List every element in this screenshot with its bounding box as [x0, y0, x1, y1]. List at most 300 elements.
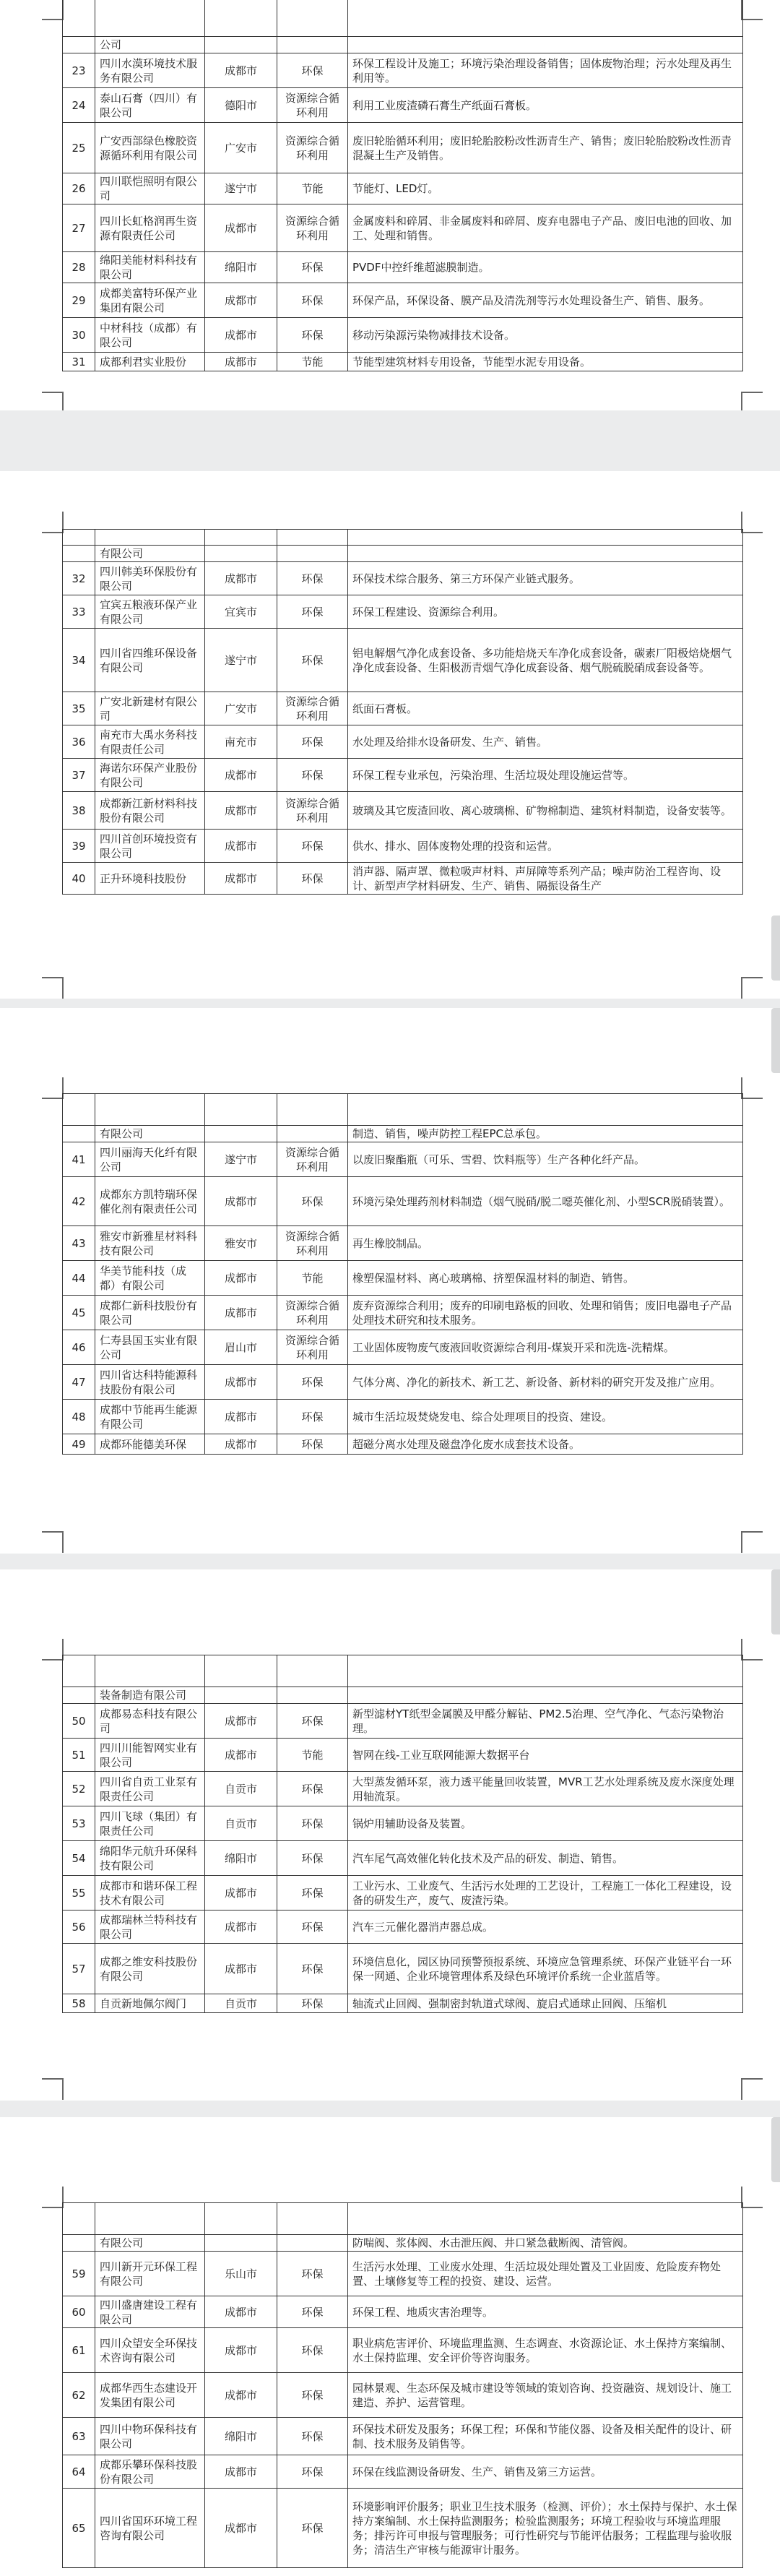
cell-business: 环保在线监测设备研发、生产、销售及第三方运营。 — [348, 2455, 743, 2489]
table-row — [63, 1142, 743, 1177]
cell-city: 成都市 — [205, 830, 277, 863]
cell-no — [63, 37, 95, 53]
cell-name: 成都之维安科技股份有限公司 — [95, 1944, 205, 1994]
cell-type: 节能 — [277, 173, 348, 204]
cell-name: 成都瑞林兰特科技有限公司 — [95, 1911, 205, 1944]
cell-carry — [63, 1094, 95, 1126]
cell-type — [277, 1126, 348, 1142]
cell-no: 63 — [63, 2418, 95, 2455]
cell-city: 成都市 — [205, 1177, 277, 1226]
cell-city — [205, 546, 277, 562]
cell-city — [205, 37, 277, 53]
cell-city: 绵阳市 — [205, 1841, 277, 1876]
table-row — [63, 759, 743, 792]
cell-city: 成都市 — [205, 353, 277, 371]
cell-type — [277, 546, 348, 562]
cell-business: 废旧轮胎循环利用；废旧轮胎胶粉改性沥青生产、销售；废旧轮胎胶粉改性沥青混凝土生产及销售。 — [348, 123, 743, 173]
cell-type: 环保 — [277, 2489, 348, 2568]
cell-business: 废弃资源综合利用；废弃的印刷电路板的回收、处理和销售；废旧电器电子产品处理技术研究和技术服务。 — [348, 1296, 743, 1330]
cell-city: 成都市 — [205, 1876, 277, 1911]
cell-name: 四川联恺照明有限公司 — [95, 173, 205, 204]
cell-city: 成都市 — [205, 1365, 277, 1400]
cell-city: 乐山市 — [205, 2252, 277, 2296]
cell-no: 24 — [63, 88, 95, 123]
table-row — [63, 318, 743, 353]
table-row — [63, 1841, 743, 1876]
cell-type: 环保 — [277, 53, 348, 88]
cell-type: 环保 — [277, 2418, 348, 2455]
cell-city: 成都市 — [205, 1739, 277, 1772]
cell-no: 36 — [63, 725, 95, 759]
cell-name: 四川川能智网实业有限公司 — [95, 1739, 205, 1772]
cell-business — [348, 546, 743, 562]
cell-city: 绵阳市 — [205, 252, 277, 283]
document-page-5 — [0, 2117, 780, 2576]
cell-type: 资源综合循环利用 — [277, 1330, 348, 1365]
cell-business: 移动污染源污染物减排技术设备。 — [348, 318, 743, 353]
cell-type — [277, 37, 348, 53]
crop-mark — [42, 512, 64, 533]
cell-carry — [95, 1655, 205, 1687]
cell-type: 资源综合循环利用 — [277, 1142, 348, 1177]
cell-no: 38 — [63, 792, 95, 830]
cell-name: 泰山石膏（四川）有限公司 — [95, 88, 205, 123]
table-row — [63, 204, 743, 252]
crop-mark — [741, 977, 763, 999]
cell-no: 39 — [63, 830, 95, 863]
cell-name: 成都美富特环保产业集团有限公司 — [95, 283, 205, 318]
crop-mark — [42, 2078, 64, 2100]
table-row — [63, 1739, 743, 1772]
cell-business: 环保产品，环保设备、膜产品及清洗剂等污水处理设备生产、销售、服务。 — [348, 283, 743, 318]
cell-name: 四川中物环保科技有限公司 — [95, 2418, 205, 2455]
cell-city — [205, 2235, 277, 2252]
cell-type: 环保 — [277, 863, 348, 895]
cell-no: 42 — [63, 1177, 95, 1226]
cell-business: 环保工程、地质灾害治理等。 — [348, 2296, 743, 2328]
table-row-carry — [63, 1094, 743, 1126]
cell-city: 广安市 — [205, 692, 277, 725]
crop-mark — [42, 0, 64, 20]
table-row — [63, 88, 743, 123]
cell-no: 50 — [63, 1704, 95, 1739]
cell-carry — [63, 1655, 95, 1687]
cell-city: 成都市 — [205, 2328, 277, 2373]
page-scroll-marker — [771, 1569, 780, 1634]
cell-city: 成都市 — [205, 204, 277, 252]
cell-name: 装备制造有限公司 — [95, 1687, 205, 1704]
cell-no: 23 — [63, 53, 95, 88]
cell-name: 有限公司 — [95, 1126, 205, 1142]
cell-no: 61 — [63, 2328, 95, 2373]
cell-type: 环保 — [277, 629, 348, 692]
cell-no: 51 — [63, 1739, 95, 1772]
cell-business: 工业污水、工业废气、生活污水处理的工艺设计，工程施工一体化工程建设，设备的研发生产，废气、废渣污染。 — [348, 1876, 743, 1911]
cell-business: 水处理及给排水设备研发、生产、销售。 — [348, 725, 743, 759]
cell-business: 环保工程专业承包，污染治理、生活垃圾处理设施运营等。 — [348, 759, 743, 792]
cell-business: 生活污水处理、工业废水处理、生活垃圾处理处置及工业固废、危险废弃物处置、土壤修复等工程的投资、建设、运营。 — [348, 2252, 743, 2296]
cell-no: 47 — [63, 1365, 95, 1400]
cell-type: 环保 — [277, 1704, 348, 1739]
cell-business: 环保技术综合服务、第三方环保产业链式服务。 — [348, 562, 743, 595]
cell-carry — [95, 0, 205, 37]
document-page-3 — [0, 1008, 780, 1554]
crop-mark — [741, 2187, 763, 2208]
table-row — [63, 1296, 743, 1330]
crop-mark — [42, 392, 64, 410]
crop-mark — [741, 1639, 763, 1660]
cell-business: 铝电解烟气净化成套设备、多功能焙烧天车净化成套设备，碳素厂阳极焙烧烟气净化成套设备、生阳极沥青烟气净化成套设备、烟气脱硫脱硝成套设备等。 — [348, 629, 743, 692]
crop-mark — [741, 1077, 763, 1099]
cell-name: 四川省四维环保设备有限公司 — [95, 629, 205, 692]
cell-name: 有限公司 — [95, 546, 205, 562]
cell-business: 利用工业废渣磷石膏生产纸面石膏板。 — [348, 88, 743, 123]
cell-name: 四川省达科特能源科技股份有限公司 — [95, 1365, 205, 1400]
cell-name: 自贡新地佩尔阀门 — [95, 1994, 205, 2013]
cell-name: 广安西部绿色橡胶资源循环利用有限公司 — [95, 123, 205, 173]
table-row — [63, 1261, 743, 1296]
cell-name: 公司 — [95, 37, 205, 53]
cell-no: 59 — [63, 2252, 95, 2296]
cell-name: 成都华西生态建设开发集团有限公司 — [95, 2373, 205, 2418]
cell-business: 轴流式止回阀、强制密封轨道式球阀、旋启式通球止回阀、压缩机 — [348, 1994, 743, 2013]
cell-business: 环境污染处理药剂材料制造（烟气脱硝/脱二噁英催化剂、小型SCR脱硝装置）。 — [348, 1177, 743, 1226]
table-row — [63, 1772, 743, 1806]
table-row — [63, 595, 743, 629]
cell-type: 环保 — [277, 1772, 348, 1806]
cell-no: 52 — [63, 1772, 95, 1806]
crop-mark — [42, 1077, 64, 1099]
cell-city: 自贡市 — [205, 1772, 277, 1806]
table-row — [63, 2328, 743, 2373]
cell-city: 南充市 — [205, 725, 277, 759]
cell-business: 再生橡胶制品。 — [348, 1226, 743, 1261]
table-row — [63, 1876, 743, 1911]
table-row — [63, 353, 743, 371]
cell-city: 广安市 — [205, 123, 277, 173]
cell-type: 环保 — [277, 595, 348, 629]
cell-city: 遂宁市 — [205, 629, 277, 692]
cell-city: 成都市 — [205, 1911, 277, 1944]
cell-business: 环境影响评价服务；职业卫生技术服务（检测、评价）；水土保持与保护、水土保持方案编制、水土保持监测服务；检验监测服务；环境工程验收与环境监理服务；排污许可申报与管理服务；可行性研究与节能评估服务；工程监理与验收服务；清洁生产审核与能源审计服务。 — [348, 2489, 743, 2568]
cell-no: 54 — [63, 1841, 95, 1876]
cell-city: 成都市 — [205, 863, 277, 895]
cell-business: 环保工程建设、资源综合利用。 — [348, 595, 743, 629]
table-row — [63, 2455, 743, 2489]
cell-business: 环保工程设计及施工；环境污染治理设备销售；固体废物治理；污水处理及再生利用等。 — [348, 53, 743, 88]
cell-no: 48 — [63, 1400, 95, 1434]
cell-type: 环保 — [277, 2296, 348, 2328]
cell-business: 以废旧聚酯瓶（可乐、雪碧、饮料瓶等）生产各种化纤产品。 — [348, 1142, 743, 1177]
table-row — [63, 1400, 743, 1434]
table-row — [63, 283, 743, 318]
cell-city — [205, 1126, 277, 1142]
table-row — [63, 830, 743, 863]
cell-no: 35 — [63, 692, 95, 725]
cell-carry — [277, 0, 348, 37]
cell-city: 遂宁市 — [205, 1142, 277, 1177]
cell-city: 成都市 — [205, 2373, 277, 2418]
cell-no: 56 — [63, 1911, 95, 1944]
enterprise-table — [62, 529, 743, 895]
cell-business: 消声器、隔声罩、微粒吸声材料、声屏障等系列产品；噪声防治工程咨询、设计、新型声学材料研发、生产、销售、隔振设备生产 — [348, 863, 743, 895]
cell-carry — [348, 1094, 743, 1126]
cell-carry — [348, 2203, 743, 2235]
table-row — [63, 562, 743, 595]
cell-name: 四川首创环境投资有限公司 — [95, 830, 205, 863]
cell-type: 环保 — [277, 562, 348, 595]
cell-name: 成都东方凯特瑞环保催化剂有限责任公司 — [95, 1177, 205, 1226]
table-row-continued — [63, 546, 743, 562]
table-row — [63, 53, 743, 88]
cell-type: 资源综合循环利用 — [277, 123, 348, 173]
cell-city: 遂宁市 — [205, 173, 277, 204]
table-row-continued — [63, 37, 743, 53]
cell-type: 环保 — [277, 283, 348, 318]
cell-name: 成都中节能再生能源有限公司 — [95, 1400, 205, 1434]
cell-business: 金属废料和碎屑、非金属废料和碎屑、废弃电器电子产品、废旧电池的回收、加工、处理和销售。 — [348, 204, 743, 252]
cell-city: 雅安市 — [205, 1226, 277, 1261]
cell-business: 节能型建筑材料专用设备，节能型水泥专用设备。 — [348, 353, 743, 371]
cell-no: 45 — [63, 1296, 95, 1330]
table-row-continued — [63, 2235, 743, 2252]
table-row — [63, 252, 743, 283]
cell-name: 华美节能科技（成都）有限公司 — [95, 1261, 205, 1296]
cell-type: 节能 — [277, 353, 348, 371]
page-scroll-marker — [771, 916, 780, 981]
cell-no — [63, 2235, 95, 2252]
table-row-continued — [63, 1126, 743, 1142]
cell-no: 58 — [63, 1994, 95, 2013]
cell-no: 25 — [63, 123, 95, 173]
cell-name: 绵阳美能材料科技有限公司 — [95, 252, 205, 283]
cell-no: 43 — [63, 1226, 95, 1261]
cell-no: 29 — [63, 283, 95, 318]
cell-carry — [205, 2203, 277, 2235]
cell-type: 资源综合循环利用 — [277, 88, 348, 123]
cell-business: 锅炉用辅助设备及装置。 — [348, 1806, 743, 1841]
document-page-2 — [0, 471, 780, 999]
cell-no: 64 — [63, 2455, 95, 2489]
cell-name: 成都易态科技有限公司 — [95, 1704, 205, 1739]
cell-carry — [348, 0, 743, 37]
crop-mark — [741, 392, 763, 410]
cell-type: 环保 — [277, 318, 348, 353]
cell-city: 宜宾市 — [205, 595, 277, 629]
cell-business: 超磁分离水处理及磁盘净化废水成套技术设备。 — [348, 1434, 743, 1455]
cell-city: 眉山市 — [205, 1330, 277, 1365]
cell-name: 成都仁新科技股份有限公司 — [95, 1296, 205, 1330]
cell-name: 海诺尔环保产业股份有限公司 — [95, 759, 205, 792]
cell-type: 环保 — [277, 725, 348, 759]
cell-type: 环保 — [277, 252, 348, 283]
cell-business: 供水、排水、固体废物处理的投资和运营。 — [348, 830, 743, 863]
cell-type — [277, 1687, 348, 1704]
cell-no: 60 — [63, 2296, 95, 2328]
cell-name: 四川飞球（集团）有限责任公司 — [95, 1806, 205, 1841]
cell-business: 智网在线-工业互联网能源大数据平台 — [348, 1739, 743, 1772]
cell-city: 绵阳市 — [205, 2418, 277, 2455]
cell-name: 成都利君实业股份 — [95, 353, 205, 371]
cell-no — [63, 1687, 95, 1704]
cell-no: 62 — [63, 2373, 95, 2418]
cell-type: 环保 — [277, 1806, 348, 1841]
table-row — [63, 1806, 743, 1841]
table-row — [63, 2373, 743, 2418]
page-scroll-marker — [771, 2117, 780, 2182]
cell-no — [63, 1126, 95, 1142]
cell-name: 有限公司 — [95, 2235, 205, 2252]
cell-no: 34 — [63, 629, 95, 692]
cell-type: 环保 — [277, 1841, 348, 1876]
cell-carry — [277, 1655, 348, 1687]
cell-type: 环保 — [277, 759, 348, 792]
crop-mark — [741, 0, 763, 20]
cell-city: 成都市 — [205, 1434, 277, 1455]
document-page-4 — [0, 1569, 780, 2101]
cell-carry — [205, 1655, 277, 1687]
cell-type: 资源综合循环利用 — [277, 1296, 348, 1330]
crop-mark — [42, 2187, 64, 2208]
table-row-carry — [63, 0, 743, 37]
table-row — [63, 692, 743, 725]
cell-city: 成都市 — [205, 1400, 277, 1434]
cell-type: 环保 — [277, 1876, 348, 1911]
cell-name: 成都新江新材料科技股份有限公司 — [95, 792, 205, 830]
cell-city: 成都市 — [205, 283, 277, 318]
cell-city: 自贡市 — [205, 1994, 277, 2013]
cell-name: 四川省国环环境工程咨询有限公司 — [95, 2489, 205, 2568]
cell-no: 26 — [63, 173, 95, 204]
cell-name: 中材科技（成都）有限公司 — [95, 318, 205, 353]
cell-business: 环保技术研发及服务；环保工程；环保和节能仪器、设备及相关配件的设计、研制、技术服务及销售等。 — [348, 2418, 743, 2455]
cell-business: 汽车尾气高效催化转化技术及产品的研发、制造、销售。 — [348, 1841, 743, 1876]
cell-city — [205, 1687, 277, 1704]
table-row — [63, 1911, 743, 1944]
enterprise-table — [62, 1655, 743, 2013]
table-row — [63, 629, 743, 692]
table-row-carry — [63, 2203, 743, 2235]
table-row — [63, 1226, 743, 1261]
cell-type: 环保 — [277, 2455, 348, 2489]
crop-mark — [42, 1639, 64, 1660]
cell-name: 四川韩美环保股份有限公司 — [95, 562, 205, 595]
cell-city: 成都市 — [205, 2489, 277, 2568]
cell-carry — [95, 1094, 205, 1126]
cell-carry — [95, 530, 205, 546]
cell-business — [348, 1687, 743, 1704]
cell-business: 工业固体废物废气废液回收资源综合利用-煤炭开采和洗选-洗精煤。 — [348, 1330, 743, 1365]
cell-no: 65 — [63, 2489, 95, 2568]
cell-carry — [95, 2203, 205, 2235]
table-row — [63, 1177, 743, 1226]
table-row — [63, 123, 743, 173]
page-scroll-marker — [771, 1008, 780, 1073]
cell-name: 四川水漠环境技术服务有限公司 — [95, 53, 205, 88]
table-row-continued — [63, 1687, 743, 1704]
cell-city: 成都市 — [205, 1261, 277, 1296]
cell-city: 成都市 — [205, 792, 277, 830]
cell-no: 27 — [63, 204, 95, 252]
cell-carry — [63, 530, 95, 546]
table-row — [63, 863, 743, 895]
cell-city: 成都市 — [205, 562, 277, 595]
cell-carry — [63, 2203, 95, 2235]
cell-city: 成都市 — [205, 759, 277, 792]
cell-no: 33 — [63, 595, 95, 629]
table-row — [63, 1994, 743, 2013]
cell-business: 防喘阀、浆体阀、水击泄压阀、井口紧急截断阀、清管阀。 — [348, 2235, 743, 2252]
cell-city: 成都市 — [205, 1944, 277, 1994]
cell-carry — [205, 1094, 277, 1126]
cell-carry — [348, 530, 743, 546]
enterprise-table — [62, 0, 743, 371]
cell-no: 57 — [63, 1944, 95, 1994]
cell-type: 环保 — [277, 1944, 348, 1994]
cell-no: 53 — [63, 1806, 95, 1841]
cell-name: 四川丽海天化纤有限公司 — [95, 1142, 205, 1177]
cell-no: 37 — [63, 759, 95, 792]
cell-type: 环保 — [277, 1434, 348, 1455]
cell-type: 环保 — [277, 1994, 348, 2013]
cell-business: 玻璃及其它废渣回收、离心玻璃棉、矿物棉制造、建筑材料制造，设备安装等。 — [348, 792, 743, 830]
table-row — [63, 1944, 743, 1994]
cell-city: 成都市 — [205, 1704, 277, 1739]
cell-business: 汽车三元催化器消声器总成。 — [348, 1911, 743, 1944]
cell-business: 大型蒸发循环泵，液力透平能量回收装置，MVR工艺水处理系统及废水深度处理用轴流泵。 — [348, 1772, 743, 1806]
cell-business: 园林景观、生态环保及城市建设等领域的策划咨询、投资融资、规划设计、施工建造、养护、运营管理。 — [348, 2373, 743, 2418]
cell-carry — [205, 530, 277, 546]
crop-mark — [42, 1531, 64, 1553]
crop-mark — [741, 512, 763, 533]
cell-name: 雅安市新雅星材料科技有限公司 — [95, 1226, 205, 1261]
table-row — [63, 792, 743, 830]
cell-name: 四川盛唐建设工程有限公司 — [95, 2296, 205, 2328]
cell-business: 气体分离、净化的新技术、新工艺、新设备、新材料的研究开发及推广应用。 — [348, 1365, 743, 1400]
cell-type: 资源综合循环利用 — [277, 692, 348, 725]
cell-no: 40 — [63, 863, 95, 895]
cell-name: 成都乐攀环保科技股份有限公司 — [95, 2455, 205, 2489]
cell-name: 南充市大禹水务科技有限责任公司 — [95, 725, 205, 759]
cell-type: 节能 — [277, 1261, 348, 1296]
cell-no: 31 — [63, 353, 95, 371]
cell-name: 成都市和谐环保工程技术有限公司 — [95, 1876, 205, 1911]
cell-type: 节能 — [277, 1739, 348, 1772]
cell-city: 成都市 — [205, 53, 277, 88]
table-row-carry — [63, 1655, 743, 1687]
crop-mark — [741, 2078, 763, 2100]
cell-carry — [63, 0, 95, 37]
cell-type: 资源综合循环利用 — [277, 792, 348, 830]
table-row — [63, 2418, 743, 2455]
table-row — [63, 173, 743, 204]
cell-no: 49 — [63, 1434, 95, 1455]
cell-city: 成都市 — [205, 2455, 277, 2489]
cell-no: 46 — [63, 1330, 95, 1365]
cell-business: 职业病危害评价、环境监理监测、生态调查、水资源论证、水土保持方案编制、水土保持监理、安全评价等咨询服务。 — [348, 2328, 743, 2373]
document-page-1 — [0, 0, 780, 410]
cell-name: 四川省自贡工业泵有限责任公司 — [95, 1772, 205, 1806]
cell-city: 成都市 — [205, 318, 277, 353]
cell-type: 环保 — [277, 1911, 348, 1944]
cell-no: 55 — [63, 1876, 95, 1911]
cell-no: 30 — [63, 318, 95, 353]
cell-type: 环保 — [277, 2252, 348, 2296]
cell-business: 节能灯、LED灯。 — [348, 173, 743, 204]
cell-name: 成都环能德美环保 — [95, 1434, 205, 1455]
cell-carry — [277, 530, 348, 546]
cell-business: 制造、销售，噪声防控工程EPC总承包。 — [348, 1126, 743, 1142]
